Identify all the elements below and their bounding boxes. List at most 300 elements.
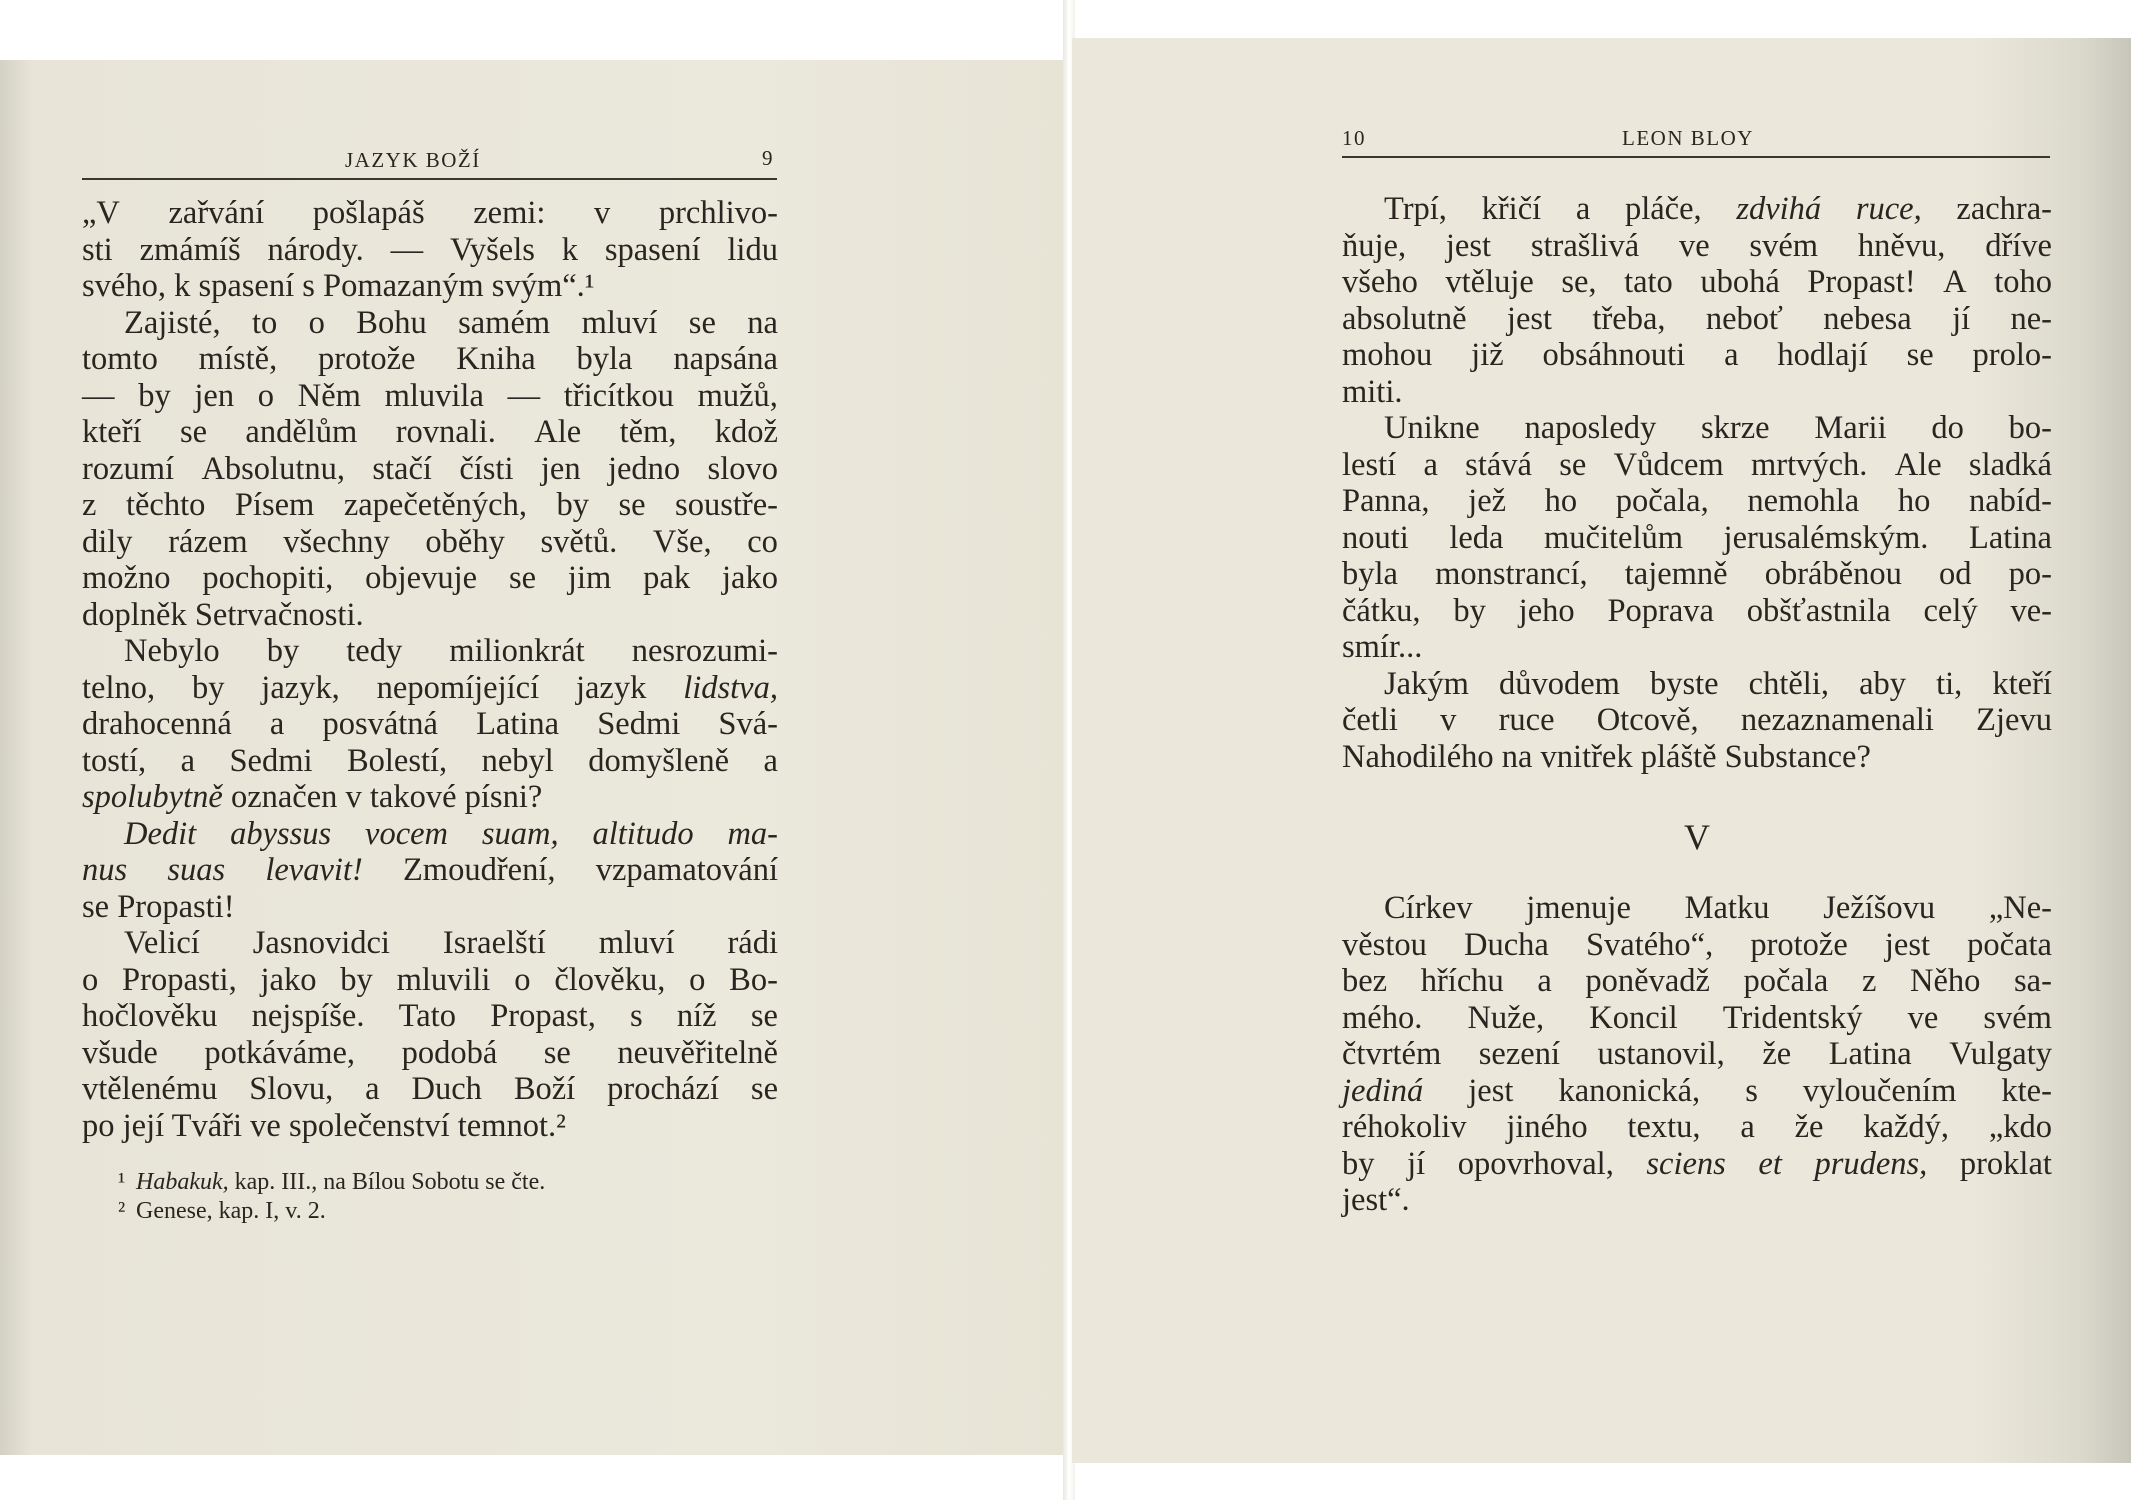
word (1823, 301, 1911, 338)
text-run: milionkrát (449, 633, 585, 669)
text-run: Svatého“, (1585, 926, 1714, 963)
text-run: „Ne- (1988, 890, 2052, 926)
text-run: — (507, 377, 541, 414)
word (1724, 337, 1738, 374)
text-run: by (1453, 592, 1486, 629)
word (1736, 191, 1821, 228)
word (459, 451, 513, 488)
word (82, 1035, 158, 1072)
word (476, 706, 559, 743)
word (490, 998, 596, 1035)
word (82, 195, 120, 232)
text-run: obsáhnouti (1542, 337, 1686, 373)
footnote (118, 1168, 778, 1197)
word (673, 341, 778, 378)
text-run: se (750, 1071, 778, 1107)
word (482, 743, 554, 780)
text-line (1342, 593, 2052, 630)
text-run: mohou (1342, 337, 1433, 373)
word (727, 816, 778, 853)
word (1435, 556, 1588, 593)
text-run: místě, (198, 341, 278, 377)
text-line (1342, 1109, 2052, 1146)
text-run: počala (1743, 963, 1829, 999)
text-run: Vše, (652, 523, 712, 560)
word (1384, 890, 1472, 927)
text-run: co (747, 523, 778, 560)
word (562, 232, 578, 269)
word (1777, 337, 1867, 374)
text-run: „kdo (1988, 1109, 2052, 1145)
text-run: Písem (234, 487, 315, 523)
text-run: slovo (707, 450, 778, 487)
text-line (1342, 264, 2052, 301)
footnote-text: kap. III., na Bílou Sobotu se čte. (228, 1169, 546, 1195)
italic-text: prudens, (1814, 1145, 1928, 1182)
text-line (1342, 374, 2052, 411)
text-line (82, 451, 778, 488)
word (261, 962, 317, 999)
text-run: s (630, 998, 643, 1034)
word (1724, 520, 1929, 557)
text-line (1342, 1182, 2052, 1219)
text-run: zemi: (473, 195, 546, 231)
text-line (1342, 191, 2052, 228)
word (1750, 927, 1847, 964)
text-run: celý (1923, 592, 1978, 629)
text-run: Panna, (1342, 483, 1430, 519)
text-run: nemohla (1747, 483, 1860, 519)
word (346, 633, 402, 670)
word (534, 414, 581, 451)
word (396, 414, 496, 451)
word (443, 925, 546, 962)
word (541, 524, 618, 561)
word (82, 1071, 217, 1108)
word (1747, 483, 1859, 520)
word (554, 962, 665, 999)
word (253, 925, 390, 962)
word (1976, 702, 2052, 739)
text-line (1342, 1036, 2052, 1073)
text-run: s (1745, 1072, 1758, 1109)
text-run: sti (82, 231, 113, 268)
text-run: z (1861, 963, 1877, 999)
word (1859, 666, 1906, 703)
text-run: vyloučením (1802, 1072, 1957, 1109)
text-run: mluvili (396, 961, 491, 998)
word (1384, 191, 1447, 228)
word (449, 633, 584, 670)
word (258, 378, 274, 415)
word (82, 706, 232, 743)
word (1342, 1036, 1441, 1073)
word (1969, 447, 2052, 484)
footnote-text: Genese, kap. I, v. 2. (136, 1198, 326, 1224)
word (1342, 1146, 1375, 1183)
text-run: Ale (534, 414, 582, 450)
word (605, 232, 701, 269)
word (268, 232, 364, 269)
word (747, 305, 778, 342)
text-line (82, 560, 778, 597)
word (1531, 228, 1639, 265)
word (425, 524, 504, 561)
word (201, 451, 345, 488)
word (1624, 264, 1673, 301)
word (298, 378, 361, 415)
italic-text: zdvihá (1736, 191, 1822, 227)
text-run: A (1943, 264, 1967, 300)
word (698, 378, 778, 415)
text-run: tajemně (1624, 556, 1728, 592)
text-line (1342, 301, 2052, 338)
italic-text: suas (167, 852, 226, 888)
word (229, 743, 312, 780)
text-run: a (269, 706, 285, 742)
word (751, 1071, 778, 1108)
text-run: jazyk, (261, 669, 340, 706)
page-number-left: 9 (762, 146, 774, 170)
word (1342, 228, 1406, 265)
text-run: soustře- (675, 487, 778, 523)
text-run: níž (676, 998, 717, 1034)
text-run: se (688, 304, 716, 341)
text-run: nepomíjející (376, 669, 540, 706)
italic-text: ma- (727, 815, 778, 852)
text-line (82, 1108, 778, 1145)
text-run: — (390, 231, 424, 268)
word (1464, 927, 1549, 964)
word (1449, 520, 1503, 557)
text-run: leda (1449, 519, 1504, 556)
word (1910, 963, 1980, 1000)
text-line (82, 305, 778, 342)
word (568, 560, 611, 597)
text-run: jest (1445, 227, 1492, 264)
right-body-text-a (1342, 191, 2052, 775)
text-run: Ale (1894, 446, 1942, 483)
text-run: smír... (1342, 629, 1423, 665)
text-run: lidu (727, 231, 778, 268)
text-run: dily (82, 523, 133, 560)
text-run: tato (1624, 264, 1673, 300)
text-line (1342, 556, 2052, 593)
text-run: o (257, 377, 275, 414)
word (450, 232, 535, 269)
text-run: Slovu, (249, 1071, 334, 1107)
footnote-mark: ¹ (118, 1169, 126, 1195)
text-run: ruce (1498, 702, 1555, 738)
text-run: to (251, 304, 278, 341)
word (727, 925, 778, 962)
word (544, 1035, 571, 1072)
word (372, 451, 432, 488)
text-run: pláče, (1624, 191, 1702, 227)
text-run: jen (540, 450, 581, 487)
text-line (82, 268, 778, 305)
text-run: dříve (1985, 227, 2052, 264)
word (1524, 410, 1656, 447)
word (1740, 1109, 1754, 1146)
text-run: oběhy (425, 523, 505, 560)
text-run: třicítkou (563, 377, 674, 414)
text-run: všechny (283, 523, 390, 560)
word (82, 524, 133, 561)
text-run: jmenuje (1526, 890, 1631, 926)
text-run: potkáváme, (204, 1034, 356, 1071)
text-line (82, 524, 778, 561)
text-run: drahocenná (82, 706, 232, 742)
word (202, 560, 333, 597)
word (1741, 702, 1934, 739)
text-run: spasení (604, 231, 701, 268)
word (1616, 483, 1709, 520)
text-run: národy. (267, 231, 364, 268)
word (283, 524, 390, 561)
text-run: Vulgaty (1949, 1036, 2052, 1072)
text-run: Latina (1828, 1036, 1912, 1072)
text-line (1342, 1073, 2052, 1110)
word (403, 852, 556, 889)
text-run: kte- (2001, 1072, 2052, 1109)
text-run: rádi (727, 925, 778, 961)
word (412, 1071, 482, 1108)
text-run: čísti (459, 450, 514, 487)
text-run: o (514, 961, 531, 998)
word (675, 487, 778, 524)
word (82, 670, 155, 707)
footnote-mark: ² (118, 1198, 126, 1224)
word (124, 816, 196, 853)
word (252, 305, 277, 342)
text-run: obšťastnila (1746, 592, 1891, 629)
word (1342, 483, 1430, 520)
text-line (1342, 447, 2052, 484)
word (235, 487, 314, 524)
text-run: Jasnovidci (252, 925, 390, 961)
word (192, 670, 225, 707)
word (1342, 593, 1421, 630)
word (1589, 1000, 1677, 1037)
word (1559, 447, 1586, 484)
text-run: protože (318, 341, 416, 377)
text-run: textu, (1627, 1109, 1701, 1145)
text-run: Něho (1910, 963, 1981, 999)
word (181, 743, 195, 780)
text-line (82, 925, 778, 962)
word (1992, 666, 2052, 703)
word (1526, 890, 1631, 927)
text-line (82, 633, 778, 670)
text-run: vtěluje (1445, 264, 1534, 300)
word (1342, 1073, 1423, 1110)
word (2009, 556, 2052, 593)
word (594, 195, 610, 232)
word (322, 706, 438, 743)
italic-text: nus (82, 852, 128, 888)
word (140, 232, 241, 269)
text-run: mužů, (697, 377, 778, 414)
text-run: sezení (1478, 1036, 1560, 1072)
text-run: ubohá (1700, 264, 1780, 300)
left-footnotes (118, 1168, 778, 1226)
word (1342, 264, 1418, 301)
italic-text: suam, (481, 815, 559, 852)
word (1646, 1146, 1725, 1183)
word (1342, 301, 1467, 338)
text-run: všude (82, 1034, 158, 1071)
text-run: o (689, 961, 706, 998)
word (252, 998, 365, 1035)
word (689, 962, 705, 999)
word (1949, 1036, 2052, 1073)
word (265, 852, 362, 889)
text-run: v (594, 195, 611, 231)
text-line (82, 195, 778, 232)
text-run: byla (576, 341, 633, 377)
text-run: každý, (1863, 1109, 1949, 1145)
text-run: svého, k spasení s Pomazaným svým“.¹ (82, 268, 595, 304)
word (1445, 264, 1533, 301)
text-run: jerusalémským. (1723, 519, 1929, 556)
text-run: jest“. (1342, 1182, 1410, 1218)
italic-text: altitudo (592, 815, 694, 852)
word (1700, 264, 1779, 301)
word (267, 633, 300, 670)
text-run: kteří (1992, 665, 2052, 702)
text-run: o (308, 304, 325, 341)
text-run: hočlověku (82, 998, 218, 1034)
text-line (1342, 963, 2052, 1000)
word (1706, 301, 1783, 338)
word (541, 451, 581, 488)
text-run: Zmoudření, (402, 852, 556, 888)
word (1701, 410, 1770, 447)
header-rule-right (1342, 156, 2050, 158)
word (1625, 191, 1702, 228)
text-run: a (1575, 191, 1591, 227)
word (1465, 447, 1532, 484)
text-line (82, 889, 778, 926)
text-run: označen v takové písni? (222, 779, 543, 815)
word (1440, 702, 1456, 739)
text-run: zařvání (168, 195, 265, 231)
word (1607, 593, 1714, 630)
word (1384, 410, 1480, 447)
text-run: se (543, 1034, 571, 1071)
text-run: po její Tváři ve společenství temnot.² (82, 1107, 566, 1144)
text-run: všeho (1342, 264, 1418, 300)
word (1807, 264, 1915, 301)
word (391, 232, 424, 269)
text-run: Vyšels (450, 231, 535, 268)
word (1482, 191, 1542, 228)
text-run: od (1939, 556, 1972, 592)
word (1969, 520, 2052, 557)
text-run: se (179, 414, 208, 450)
text-line (1342, 337, 2052, 374)
word (1479, 1036, 1560, 1073)
text-run: obráběnou (1764, 556, 1902, 592)
right-page (1072, 38, 2131, 1463)
word (1931, 410, 1964, 447)
word (596, 852, 778, 889)
word (509, 560, 536, 597)
text-run: hodlají (1777, 337, 1868, 373)
text-run: ve (1678, 227, 1710, 264)
text-run: nebyl (481, 742, 554, 779)
text-line (82, 597, 778, 634)
text-line (82, 341, 778, 378)
text-run: mučitelům (1544, 519, 1684, 556)
word (514, 962, 530, 999)
word (1342, 1109, 1467, 1146)
text-run: těchto (125, 487, 206, 523)
word (1384, 666, 1469, 703)
word (313, 195, 425, 232)
text-run: mluví (581, 304, 658, 341)
text-run: čtvrtém (1342, 1036, 1442, 1072)
word (365, 1071, 379, 1108)
text-run: a (763, 742, 778, 779)
word (2010, 593, 2052, 630)
text-run: lestí (1342, 446, 1397, 483)
word (82, 852, 127, 889)
text-run: pošlapáš (312, 195, 425, 231)
word (1650, 666, 1719, 703)
word (659, 195, 778, 232)
word (1499, 702, 1555, 739)
text-run: a (365, 1071, 380, 1107)
text-run: ho (1897, 483, 1931, 519)
word (1342, 702, 1398, 739)
text-run: ňuje, (1342, 227, 1407, 264)
italic-text: levavit! (265, 852, 363, 888)
text-run: sa- (2014, 963, 2052, 999)
footnote (118, 1197, 778, 1226)
word (344, 487, 527, 524)
word (1471, 337, 1503, 374)
word (126, 487, 205, 524)
word (1744, 963, 1829, 1000)
text-run: samém (458, 304, 551, 341)
word (588, 743, 729, 780)
word (1960, 1146, 2052, 1183)
word (82, 232, 113, 269)
text-run: by (266, 633, 300, 669)
word (1543, 337, 1686, 374)
text-run: rozumí (82, 450, 175, 487)
word (124, 633, 220, 670)
word (377, 670, 539, 707)
italic-text: vocem (365, 815, 449, 852)
word (618, 487, 645, 524)
word (597, 706, 680, 743)
text-run: Nebylo (124, 633, 220, 669)
text-run: domyšleně (588, 742, 730, 779)
text-run: mrtvých. (1750, 446, 1868, 483)
word (1907, 337, 1934, 374)
word (1856, 191, 1922, 228)
word (167, 852, 225, 889)
text-run: Bohu (356, 304, 427, 341)
word (1421, 963, 1504, 1000)
text-run: Církev (1384, 890, 1473, 926)
word (1989, 1109, 2052, 1146)
text-run: Otcově, (1596, 702, 1699, 738)
word (1685, 890, 1770, 927)
